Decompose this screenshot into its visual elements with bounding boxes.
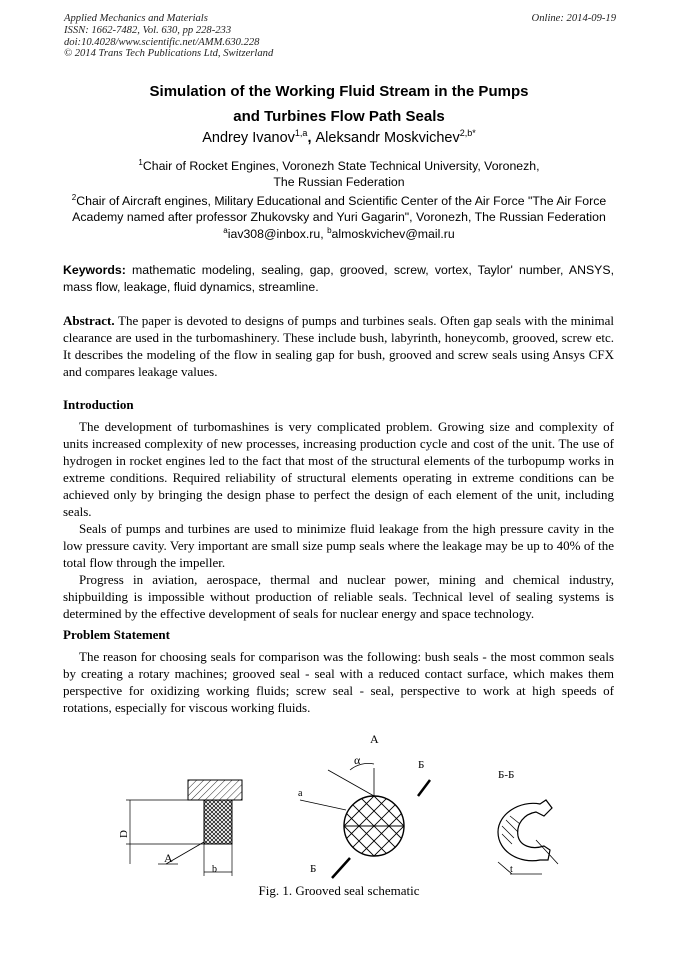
author-separator: , xyxy=(307,129,316,146)
keywords-text: mathematic modeling, sealing, gap, grooved, screw, vortex, Taylor' number, ANSYS, mass flow, leakage, fluid dynamics, streamline. xyxy=(63,263,614,294)
affil-line: Chair of Aircraft engines, Military Educational and Scientific Center of the Air Force "The Air Force xyxy=(76,194,607,209)
figure-caption: Fig. 1. Grooved seal schematic xyxy=(258,883,420,898)
grooved-seal-schematic xyxy=(100,728,600,888)
affil-sup: 1 xyxy=(138,158,143,167)
author-affil-sup: 1,a xyxy=(294,128,308,138)
author-name: Aleksandr Moskvichev xyxy=(315,129,460,146)
copyright-line: © 2014 Trans Tech Publications Ltd, Switzerland xyxy=(64,48,274,60)
author-list xyxy=(60,128,618,146)
abstract-text: The paper is devoted to designs of pumps and turbines seals. Often gap seals with the minimal clearance are used in the turbomashinery. These include bush, labyrinth, honeycomb, grooved, screw etc. It describes the modeling of the flow in sealing gap for bush, grooved and screw seals using Ansys CFX and compares leakage values. xyxy=(63,313,615,379)
issn-line: ISSN: 1662-7482, Vol. 630, pp 228-233 xyxy=(64,24,232,36)
affil-line: The Russian Federation xyxy=(273,175,405,190)
problem-statement-heading: Problem Statement xyxy=(63,627,170,642)
keywords-label: Keywords: xyxy=(63,263,126,277)
dimension-b-label: b xyxy=(212,864,217,875)
abstract xyxy=(63,312,614,380)
angle-alpha-label: α xyxy=(354,753,361,767)
paragraph: Seals of pumps and turbines are used to minimize fluid leakage from the high pressure cavity in the low pressure cavity. Very important are small size pump seals where the leakage may be up to 40% of the total flow through the impeller. xyxy=(63,521,614,570)
author-emails xyxy=(60,226,618,241)
figure-1 xyxy=(100,728,600,888)
arrow-a-label: А xyxy=(164,851,173,865)
affil-line: Chair of Rocket Engines, Voronezh State Technical University, Voronezh, xyxy=(142,159,540,174)
abstract-label: Abstract. xyxy=(63,313,115,328)
paragraph: The development of turbomashines is very complicated problem. Growing size and complexity of units increased complexity of new processes, increasing production cycle and cost of the unit. The use of hydrogen in rocket engines led to the fact that most of the structural elements of the turbopump works in extreme conditions. Required reliability of structural elements operating in extreme conditions can be achieved only by bringing the design phase to perfect the design of each element of the unit, including seals. xyxy=(63,419,614,519)
paper-title-line-2: and Turbines Flow Path Seals xyxy=(233,108,445,125)
grooved-surface-view xyxy=(298,732,430,878)
dimension-d-label: D xyxy=(118,830,130,838)
email-link[interactable]: iav308@inbox.ru xyxy=(227,227,321,242)
paragraph: The reason for choosing seals for comparison was the following: bush seals - the most common seals by creating a rotary machines; grooved seal - seal with a reduced contact surface, which makes them perspective for oxidizing working fluids; screw seal - seal, perspective to work at high speeds of rotations, especially for viscous working fluids. xyxy=(63,649,614,715)
affil-line: Academy named after professor Zhukovsky and Yuri Gagarin", Voronezh, The Russian Federation xyxy=(72,210,606,225)
online-date: Online: 2014-09-19 xyxy=(531,13,616,24)
email-separator: , xyxy=(320,227,328,242)
view-a-label: А xyxy=(370,732,379,746)
introduction-heading: Introduction xyxy=(63,397,134,412)
bush-seal-section xyxy=(118,780,242,876)
keywords xyxy=(63,262,614,296)
email-sup: b xyxy=(327,226,332,235)
problem-statement-body xyxy=(63,648,614,716)
affiliation-2 xyxy=(60,190,618,225)
pitch-t-label: t xyxy=(510,864,513,875)
email-link[interactable]: almoskvichev@mail.ru xyxy=(331,227,455,242)
paper-title-line-1: Simulation of the Working Fluid Stream in the Pumps xyxy=(149,83,529,100)
doi-line[interactable]: doi:10.4028/www.scientific.net/AMM.630.228 xyxy=(64,36,260,48)
affil-sup: 2 xyxy=(71,193,77,202)
journal-meta xyxy=(64,13,273,60)
author-name: Andrey Ivanov xyxy=(202,129,295,146)
journal-name: Applied Mechanics and Materials xyxy=(64,13,208,24)
section-bb-label: Б-Б xyxy=(498,769,515,781)
paragraph: Progress in aviation, aerospace, thermal and nuclear power, mining and chemical industry, shipbuilding is impossible without production of reliable seals. Technical level of sealing systems is determined by the effective development of seals for nuclear energy and space technology. xyxy=(63,572,614,621)
affiliation-1 xyxy=(60,155,618,190)
section-b-top-label: Б xyxy=(418,759,425,771)
author-affil-sup: 2,b* xyxy=(459,128,476,138)
dimension-a-label: a xyxy=(298,788,303,799)
section-bb-view xyxy=(498,769,558,875)
section-b-bottom-label: Б xyxy=(310,863,317,875)
email-sup: a xyxy=(223,226,228,235)
introduction-body xyxy=(63,418,614,622)
